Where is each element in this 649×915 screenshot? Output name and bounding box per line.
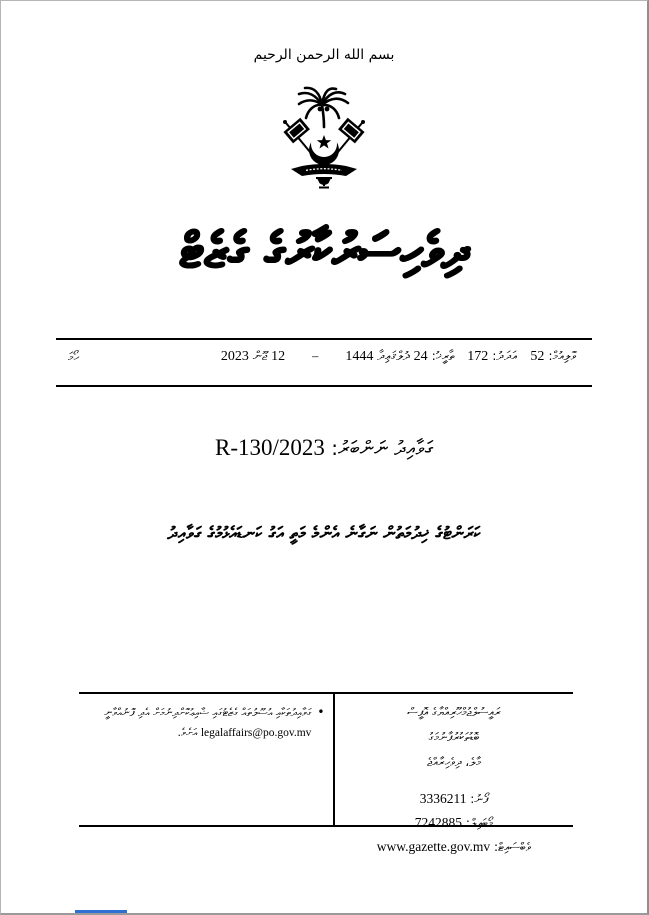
palm-tree-icon — [299, 88, 348, 127]
mobile-line — [335, 811, 573, 835]
regulation-number-line — [1, 435, 647, 461]
issue-number: 172 — [467, 349, 489, 364]
date-label: ތާރީޚު: — [431, 348, 455, 363]
bottom-divider-line — [56, 385, 592, 387]
submission-email: legalaffairs@po.gov.mv — [200, 726, 312, 739]
top-divider-line — [56, 338, 592, 340]
mobile-label: މޯބައިލް: — [465, 816, 494, 830]
footer-address-column — [335, 694, 573, 854]
website-line — [335, 835, 573, 859]
hijri-day: 24 — [413, 349, 428, 364]
gregorian-day: 12 — [271, 349, 286, 364]
gregorian-date-field — [221, 348, 285, 365]
maldives-emblem — [1, 85, 647, 189]
coconut-icon — [325, 107, 330, 112]
mobile-number: 7242885 — [414, 815, 462, 830]
scroll-banner-icon — [291, 164, 357, 176]
hijri-month: ޛުލްޤަޢިދާ — [377, 348, 410, 363]
footer-contact-box — [79, 692, 573, 854]
volume-number: 52 — [530, 349, 545, 364]
bismillah-calligraphy: بسم الله الرحمن الرحيم — [253, 47, 395, 63]
note-text-after: އަށެވެ. — [177, 725, 198, 739]
note-text-before: ގަވާއިދުތަކާއި އުސޫލުތައް ގެޒެޓުގައި ޝާއިޢުކޮށްދިނުމަށް އެދި ފޮނުއްވާނީ — [104, 706, 312, 719]
weekday-label: ހޯމަ — [68, 348, 80, 364]
crescent-star-icon — [309, 131, 339, 165]
contact-lines — [335, 787, 573, 859]
regulation-number-value: 2023/R-130 — [215, 435, 325, 460]
bullet-icon: • — [317, 705, 325, 719]
website-label: ވެބްސައިޓް: — [493, 840, 532, 854]
office-street: ބޮޑުތަކުރުފާނުމަގު — [428, 730, 480, 744]
phone-label: ފޯނު: — [470, 792, 489, 806]
gregorian-year: 2023 — [220, 349, 249, 364]
office-name: ރައީސުލްޖުމްހޫރިއްޔާގެ އޮފީސް — [407, 705, 501, 719]
maldives-emblem-icon — [276, 85, 372, 189]
phone-line — [335, 787, 573, 811]
submission-note-text — [93, 703, 311, 743]
gazette-masthead-title: ދިވެހިސަރުކާރުގެ ގެޒެޓް — [179, 223, 469, 279]
gregorian-month: ޖޫން — [252, 348, 268, 363]
regulation-title: ކަރަންޓުގެ ޚިދުމަތުން ނަގާނެ އެންމެ މަތީ އަގު ކަނޑައެޅުމުގެ ގަވާއިދު — [167, 524, 481, 544]
footer-note-column — [79, 694, 333, 825]
hijri-date-field — [345, 348, 454, 365]
hijri-year: 1444 — [345, 349, 374, 364]
issue-meta-row — [56, 342, 592, 371]
coconut-icon — [318, 107, 323, 112]
office-city: މާލެ، ދިވެހިރާއްޖެ — [426, 755, 482, 769]
date-separator: – — [312, 349, 319, 363]
volume-field — [530, 348, 576, 365]
volume-label: ވޮލިއުމް: — [548, 348, 576, 363]
issue-label: އަދަދު: — [492, 348, 518, 363]
issue-field — [467, 348, 517, 365]
bottom-accent-bar — [75, 910, 127, 913]
vase-icon — [316, 178, 332, 188]
submission-note — [93, 703, 325, 743]
phone-number: 3336211 — [419, 791, 467, 806]
website-url: www.gazette.gov.mv — [376, 839, 491, 854]
regulation-number-label: ގަވާއިދު ނަންބަރު: — [331, 436, 433, 460]
